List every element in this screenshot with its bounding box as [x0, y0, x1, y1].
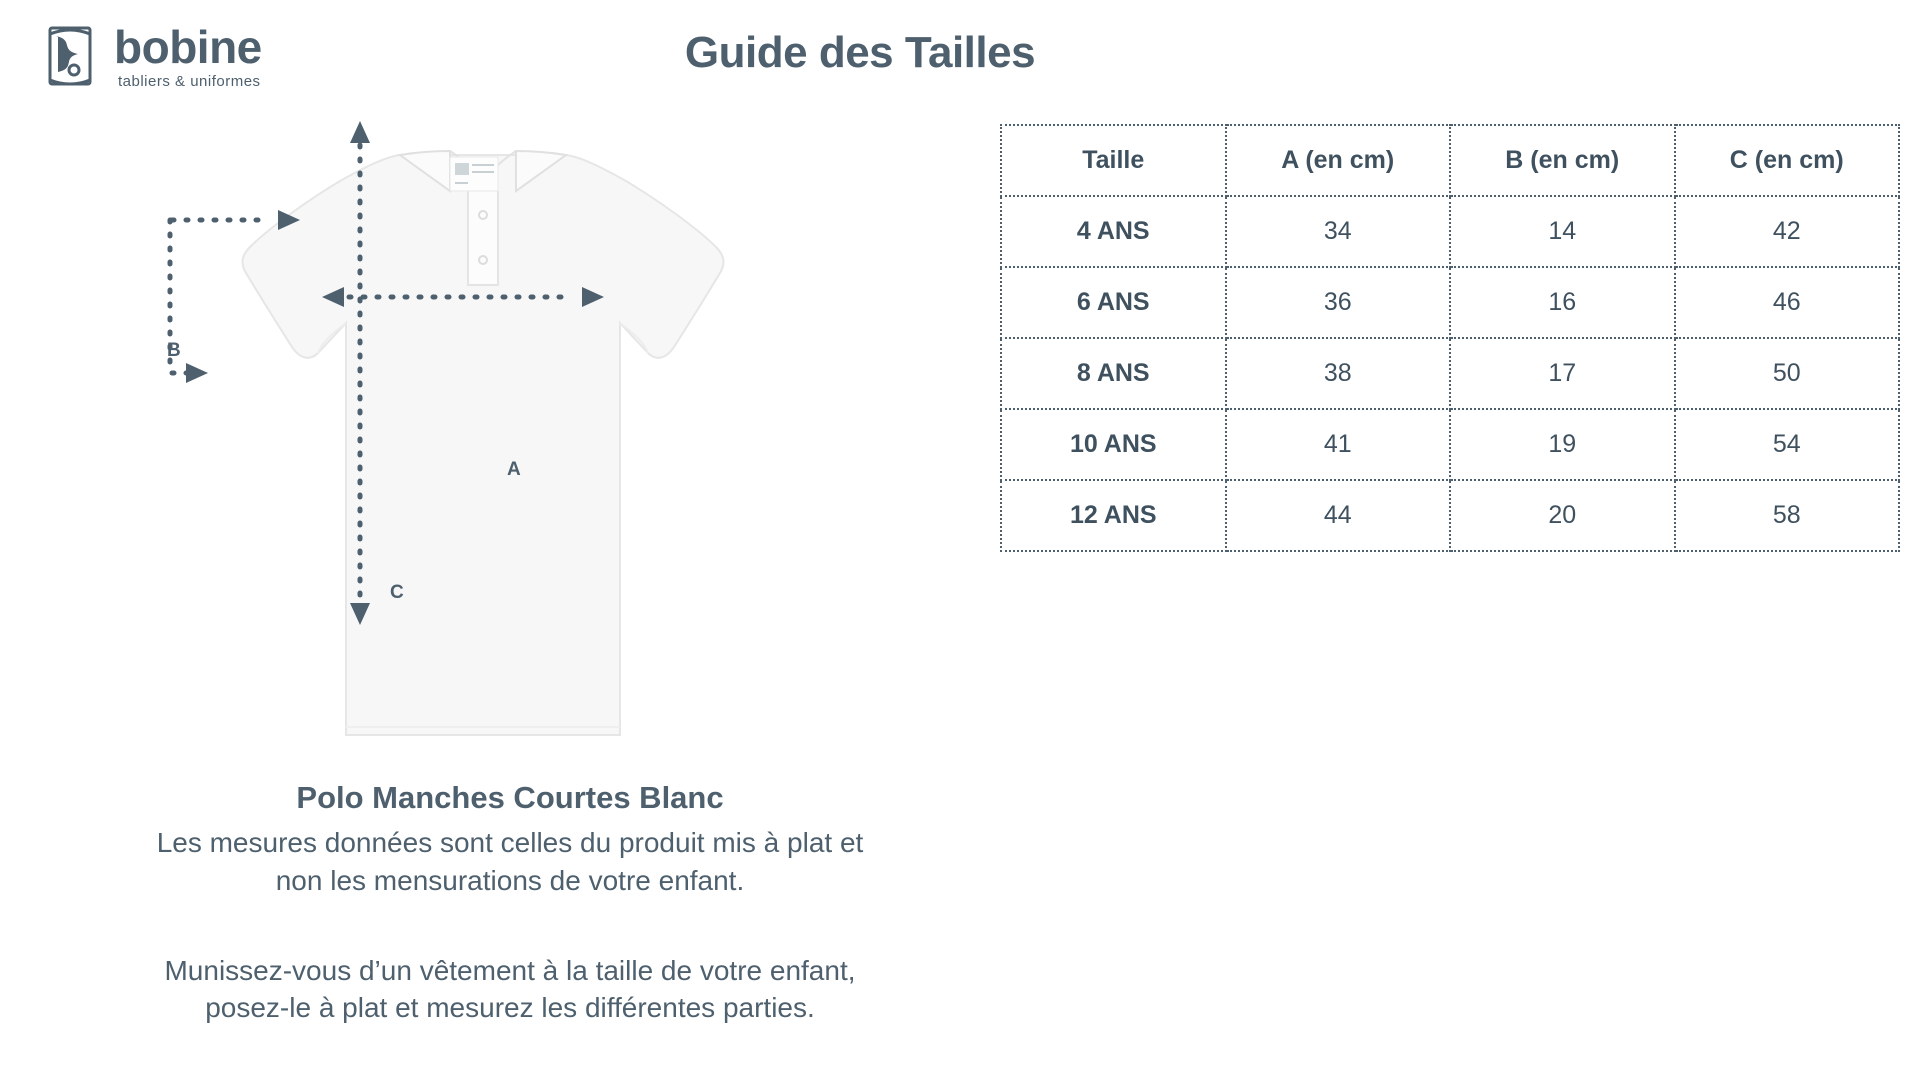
cell-size: 12 ANS — [1001, 480, 1226, 551]
column-header-a: A (en cm) — [1226, 125, 1451, 196]
cell-a: 44 — [1226, 480, 1451, 551]
cell-b: 17 — [1450, 338, 1675, 409]
measurement-advice-line-1: Munissez-vous d’un vêtement à la taille de votre enfant, — [164, 954, 856, 986]
caption-block — [0, 780, 1020, 1027]
table-row — [1001, 196, 1899, 267]
table-row — [1001, 480, 1899, 551]
cell-size: 8 ANS — [1001, 338, 1226, 409]
cell-size: 6 ANS — [1001, 267, 1226, 338]
brand-name: bobine — [114, 20, 262, 73]
cell-size: 4 ANS — [1001, 196, 1226, 267]
cell-c: 54 — [1675, 409, 1900, 480]
table-header-row — [1001, 125, 1899, 196]
measurement-note-line-1: Les mesures données sont celles du produit mis à plat et — [156, 827, 864, 858]
cell-a: 36 — [1226, 267, 1451, 338]
cell-a: 41 — [1226, 409, 1451, 480]
column-header-b: B (en cm) — [1450, 125, 1675, 196]
cell-a: 38 — [1226, 338, 1451, 409]
size-table — [1000, 124, 1900, 552]
dimension-label-a: A — [507, 459, 521, 480]
cell-b: 19 — [1450, 409, 1675, 480]
measurement-diagram — [20, 95, 940, 755]
table-row — [1001, 409, 1899, 480]
measurement-note-line-2: non les mensurations de votre enfant. — [275, 864, 745, 896]
brand-tagline: tabliers & uniformes — [118, 72, 261, 90]
cell-b: 20 — [1450, 480, 1675, 551]
page-title-text: Guide des Tailles — [684, 28, 1036, 77]
product-name: Polo Manches Courtes Blanc — [296, 780, 724, 815]
column-header-c: C (en cm) — [1675, 125, 1900, 196]
cell-c: 46 — [1675, 267, 1900, 338]
cell-b: 16 — [1450, 267, 1675, 338]
page-title — [0, 28, 1920, 78]
cell-a: 34 — [1226, 196, 1451, 267]
cell-c: 42 — [1675, 196, 1900, 267]
cell-size: 10 ANS — [1001, 409, 1226, 480]
cell-c: 50 — [1675, 338, 1900, 409]
size-table-container — [1000, 124, 1900, 552]
measurement-advice-line-2: posez-le à plat et mesurez les différentes parties. — [205, 992, 815, 1024]
white-polo-shirt-icon — [150, 95, 830, 755]
cell-b: 14 — [1450, 196, 1675, 267]
dimension-label-c: C — [390, 582, 404, 603]
table-row — [1001, 338, 1899, 409]
dimension-label-b: B — [167, 340, 181, 361]
column-header-taille: Taille — [1001, 125, 1226, 196]
table-row — [1001, 267, 1899, 338]
cell-c: 58 — [1675, 480, 1900, 551]
